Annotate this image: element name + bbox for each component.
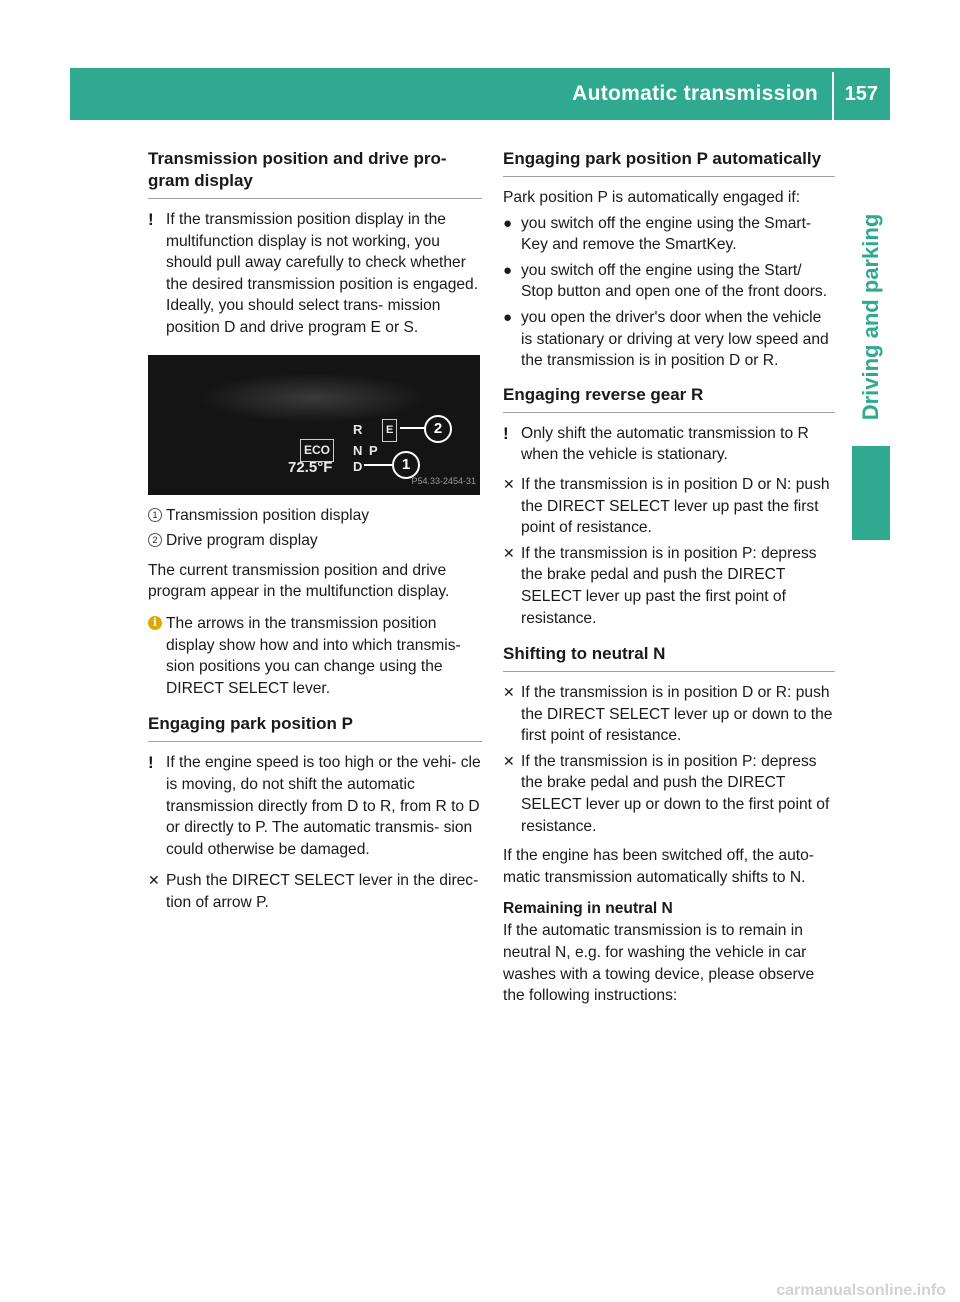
display-glow [198,373,428,423]
number-2-icon: 2 [148,533,162,547]
step-text: If the transmission is in position P: depress the brake pedal and push the DIRECT SELECT lever up or down to the first point of resistance. [521,752,830,835]
paragraph: If the engine has been switched off, the auto- matic transmission automatically shifts to N. [503,847,814,886]
side-tab-block [852,446,890,540]
header-bar [70,68,890,120]
temperature-readout: 72.5°F [288,458,333,476]
page-number: 157 [844,83,878,105]
left-column [148,148,482,917]
gear-n: N [353,442,363,458]
eco-label: ECO [300,439,334,463]
step-text: If the transmission is in position D or R: push the DIRECT SELECT lever up or down to the first point of resistance. [521,684,833,745]
heading-park-auto: Engaging park position P automatically [503,148,835,177]
heading-neutral: Shifting to neutral N [503,643,835,672]
warning-icon: ! [148,753,154,773]
legend-item [148,530,482,552]
legend-item [148,505,482,527]
warning-icon: ! [148,210,154,229]
bullet-text: you switch off the engine using the Smart- Key and remove the SmartKey. [521,214,812,254]
warning-note [148,209,482,339]
heading-transmission-display: Transmission position and drive pro- gram display [148,148,482,199]
heading-park-position: Engaging park position P [148,713,482,742]
step-item [148,870,482,913]
step-text: If the transmission is in position D or N: push the DIRECT SELECT lever up past the first point of resistance. [521,475,830,537]
warning-text: Only shift the automatic transmission to R when the vehicle is stationary. [521,424,809,464]
arrow-step-icon: ✕ [503,475,515,492]
bullet-item [503,307,835,372]
callout-line-2 [400,427,426,429]
step-item [503,543,835,629]
heading-reverse: Engaging reverse gear R [503,384,835,413]
watermark: carmanualsonline.info [776,1282,946,1299]
callout-2: 2 [424,415,452,443]
number-1-icon: 1 [148,508,162,522]
warning-note [148,752,482,860]
warning-text: If the transmission position display in the multifunction display is not working, you should pull away carefully to check whether the desired transmission position is engaged. Ideally, you should select trans- mission position D and drive program E or S. [166,211,479,336]
warning-note [503,423,835,466]
info-icon: i [148,616,162,630]
step-text: If the transmission is in position P: depress the brake pedal and push the DIRECT SELECT lever up past the first point of resistance. [521,544,817,627]
arrow-step-icon: ✕ [503,752,515,769]
bullet-text: you switch off the engine using the Start/ Stop button and open one of the front doors. [521,261,828,301]
legend-text: Transmission position display [166,506,370,524]
side-tab-label: Driving and parking [858,213,883,421]
gear-d: D [353,458,363,474]
info-text: The arrows in the transmission position display show how and into which transmis- sion positions you can change using the DIRECT SELECT lever. [166,614,461,697]
side-tab [852,206,890,428]
bullet-icon: ● [503,308,513,326]
warning-icon: ! [503,423,509,443]
callout-1: 1 [392,451,420,479]
step-text: Push the DIRECT SELECT lever in the direc- tion of arrow P. [166,872,479,911]
arrow-step-icon: ✕ [503,684,515,701]
info-note [148,613,482,699]
callout-line-1 [364,464,392,466]
subheading-remaining-neutral: Remaining in neutral N [503,900,673,918]
step-item [503,751,835,837]
header-divider [832,72,834,120]
bullet-icon: ● [503,261,513,279]
bullet-text: you open the driver's door when the vehicle is stationary or driving at very low speed and the transmission is in position D or R. [521,308,829,370]
drive-program-e: E [382,419,397,443]
bullet-item [503,213,835,256]
paragraph: Park position P is automatically engaged if: [503,189,801,206]
image-code: P54.33-2454-31 [411,475,476,486]
bullet-icon: ● [503,214,513,232]
right-column [503,148,835,1017]
arrow-step-icon: ✕ [148,872,160,889]
step-item [503,682,835,747]
gear-p: P [369,442,378,458]
step-item [503,474,835,539]
paragraph: If the automatic transmission is to remain in neutral N, e.g. for washing the vehicle in car washes with a towing device, please observe the following instructions: [503,922,815,1005]
arrow-step-icon: ✕ [503,544,515,561]
section-title: Automatic transmission [572,82,818,105]
legend-text: Drive program display [166,532,318,550]
cluster-display-image [148,355,480,495]
bullet-item [503,260,835,303]
warning-text: If the engine speed is too high or the vehi- cle is moving, do not shift the automatic transmission directly from D to R, from R to D or directly to P. The automatic transmis- sion could otherwise be damaged. [166,754,481,858]
gear-r: R [353,421,363,437]
paragraph: The current transmission position and drive program appear in the multifunction display. [148,561,450,601]
